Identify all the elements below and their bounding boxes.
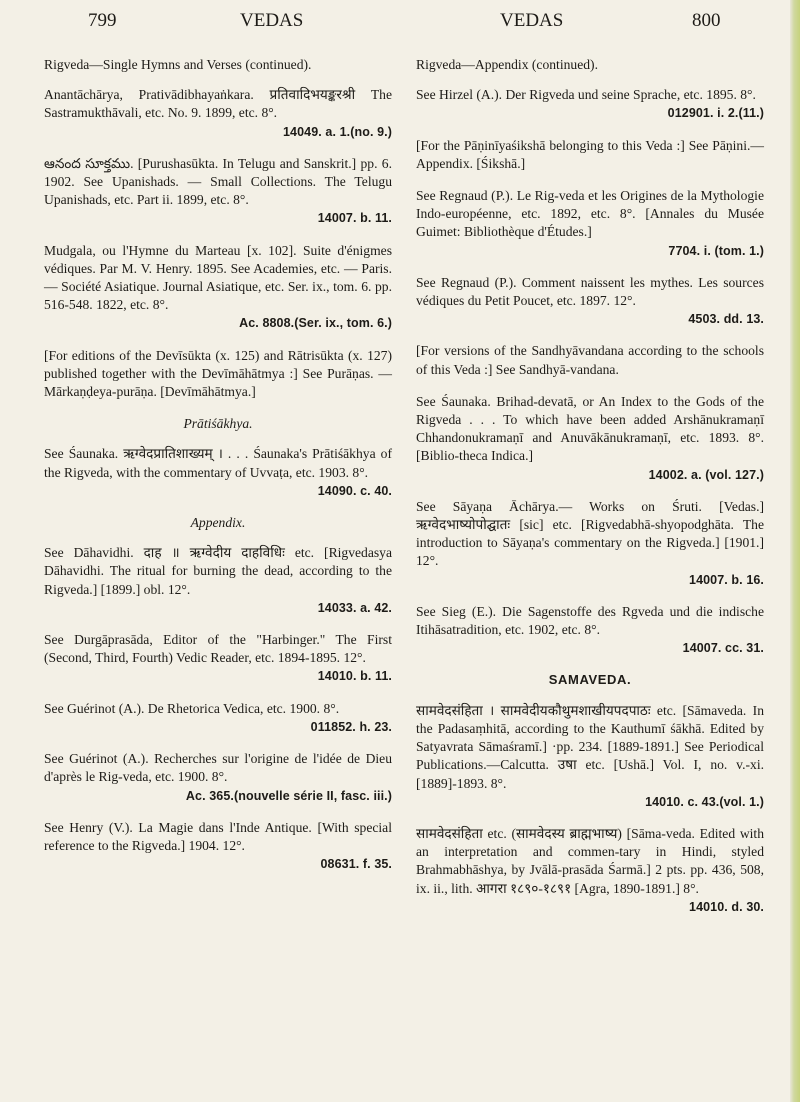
catalogue-entry — [416, 187, 764, 260]
entry-text: See Sieg (E.). Die Sagenstoffe des Rgveda und die indische Itihāsatradition, etc. 1902, etc. 8°. — [416, 603, 764, 638]
shelfmark: 14007. cc. 31. — [682, 641, 764, 656]
catalogue-entry — [416, 393, 764, 484]
shelfmark: 14090. c. 40. — [317, 483, 392, 498]
catalogue-entry — [44, 631, 392, 686]
entry-text: See Regnaud (P.). Le Rig-veda et les Origines de la Mythologie Indo-européenne, etc. 1892, etc. 8°. [Annales du Musée Guimet: Bibliothèque d'Études.] — [416, 188, 764, 240]
catalogue-entry — [44, 242, 392, 333]
cross-reference-note — [416, 137, 764, 173]
left-running-title: VEDAS — [240, 10, 304, 31]
catalogue-entry — [44, 544, 392, 617]
shelfmark: 14033. a. 42. — [317, 600, 392, 615]
cross-reference-note — [44, 347, 392, 402]
entry-text: See Regnaud (P.). Comment naissent les mythes. Les sources védiques du Petit Poucet, etc. 1897. 12°. — [416, 274, 764, 309]
shelfmark: 14010. c. 43.(vol. 1.) — [645, 794, 764, 809]
left-column — [44, 56, 392, 887]
entry-text: See Sāyaṇa Āchārya.— Works on Śruti. [Vedas.] ऋग्वेदभाष्योपोद्घातः [sic] etc. [Rigvedabhā-shyopodghāta. The introduction to Sāyaṇa's commentary on the Rigveda.] [1901.] 12°. — [416, 498, 764, 569]
right-running-title: VEDAS — [500, 10, 564, 31]
page-edge-strip — [790, 0, 800, 1102]
shelfmark: 14002. a. (vol. 127.) — [648, 467, 764, 482]
subsection-heading-appendix: Appendix. — [190, 515, 246, 531]
entry-text: Mudgala, ou l'Hymne du Marteau [x. 102]. Suite d'énigmes védiques. Par M. V. Henry. 1895. See Academies, etc. — Paris. — Société Asiatique. Journal Asiatique, etc. Ser. ix., tom. 6. pp. 516-548. 1822, etc. 8°. — [44, 242, 392, 313]
catalogue-entry — [44, 819, 392, 874]
right-page-number: 800 — [692, 10, 721, 31]
catalogue-entry — [44, 700, 392, 736]
entry-text: सामवेदसंहिता । सामवेदीयकौथुमशाखीयपदपाठः etc. [Sāmaveda. In the Padasaṃhitā, according to the Kauthumī śākhā. Edited by Satyavrata Sāmaśramī.] ·pp. 234. [1889-1891.] See Periodical Publications.—Calcutta. उषा etc. [Ushā.] Vol. I, no. v.-xi. [1889]-1893. 8°. — [416, 702, 764, 791]
catalogue-entry — [44, 155, 392, 228]
catalogue-entry — [44, 445, 392, 500]
entry-text: सामवेदसंहिता etc. (सामवेदस्य ब्राह्मभाष्य) [Sāma-veda. Edited with an interpretation and commen-tary in Hindi, styled Brahmabhāshya, by Jvālā-prasāda Śarmā.] 2 pts. pp. 436, 508, ix. ii., lith. आगरा १८९०-१८९१ [Agra, 1890-1891.] 8°. — [416, 825, 764, 896]
entry-text: See Śaunaka. ऋग्वेदप्रातिशाख्यम् । . . . Śaunaka's Prātiśākhya of the Rigveda, with the commentary of Uvvaṭa, etc. 1903. 8°. — [44, 446, 392, 480]
entry-text: See Guérinot (A.). De Rhetorica Vedica, etc. 1900. 8°. — [44, 700, 340, 716]
entry-text: [For the Pāṇinīyaśikshā belonging to this Veda :] See Pāṇini.—Appendix. [Śikshā.] — [416, 137, 764, 171]
entry-text: ఆనంద సూక్తము. [Purushasūkta. In Telugu and Sanskrit.] pp. 6. 1902. See Upanishads. — Small Collections. The Telugu Upanishads, etc. Part ii. 1899, etc. 8°. — [44, 155, 392, 208]
shelfmark: Ac. 365.(nouvelle série II, fasc. iii.) — [185, 788, 392, 803]
shelfmark: 4503. dd. 13. — [688, 312, 764, 327]
shelfmark: 14010. b. 11. — [317, 669, 392, 684]
shelfmark: 14007. b. 16. — [689, 572, 764, 587]
right-column — [416, 56, 764, 930]
cross-reference-note — [416, 342, 764, 378]
shelfmark: 012901. i. 2.(11.) — [667, 106, 764, 121]
left-column-heading: Rigveda—Single Hymns and Verses (continued). — [44, 57, 312, 72]
entry-text: [For versions of the Sandhyāvandana according to the schools of this Veda :] See Sandhyā-vandana. — [416, 343, 764, 377]
catalogue-entry — [416, 825, 764, 916]
entry-text: See Dāhavidhi. दाह ॥ ऋग्वेदीय दाहविधिः etc. [Rigvedasya Dāhavidhi. The ritual for burning the dead, according to the Rigveda.] [1899.] obl. 12°. — [44, 545, 392, 597]
subsection-heading-pratisakhya: Prātiśākhya. — [183, 416, 253, 432]
catalogue-entry — [416, 274, 764, 329]
shelfmark: 14010. d. 30. — [689, 899, 764, 914]
shelfmark: 14049. a. 1.(no. 9.) — [283, 124, 392, 139]
entry-text: Anantāchārya, Prativādibhayaṅkara. प्रतिवादिभयङ्करश्री The Sastramukthāvali, etc. No. 9. 1899, etc. 8°. — [44, 87, 392, 121]
shelfmark: 7704. i. (tom. 1.) — [668, 243, 764, 258]
entry-text: See Durgāprasāda, Editor of the "Harbinger." The First (Second, Third, Fourth) Vedic Reader, etc. 1894-1895. 12°. — [44, 632, 392, 666]
shelfmark: 08631. f. 35. — [320, 857, 392, 872]
catalogue-entry — [416, 86, 764, 122]
catalogue-entry — [44, 86, 392, 141]
catalogue-entry — [416, 603, 764, 658]
entry-text: See Hirzel (A.). Der Rigveda und seine Sprache, etc. 1895. 8°. — [416, 87, 756, 103]
entry-text: See Guérinot (A.). Recherches sur l'origine de l'idée de Dieu d'après le Rig-veda, etc. 1900. 8°. — [44, 751, 392, 785]
running-header — [0, 10, 800, 40]
entry-text: [For editions of the Devīsūkta (x. 125) and Rātrisūkta (x. 127) published together with the Devīmāhātmya :] See Purāṇas. — Mārkaṇḍeya-purāṇa. [Devīmāhātmya.] — [44, 347, 392, 400]
catalogue-entry — [44, 750, 392, 805]
shelfmark: 14007. b. 11. — [317, 211, 392, 226]
section-heading-samaveda: SAMAVEDA. — [548, 672, 632, 688]
shelfmark: 011852. h. 23. — [310, 719, 392, 734]
catalogue-entry — [416, 702, 764, 811]
catalogue-entry — [416, 498, 764, 589]
left-page-number: 799 — [88, 10, 117, 31]
right-column-heading: Rigveda—Appendix (continued). — [416, 57, 598, 72]
entry-text: See Henry (V.). La Magie dans l'Inde Antique. [With special reference to the Rigveda.] 1904. 12°. — [44, 819, 392, 853]
shelfmark: Ac. 8808.(Ser. ix., tom. 6.) — [239, 316, 392, 331]
entry-text: See Śaunaka. Brihad-devatā, or An Index to the Gods of the Rigveda . . . To which have been added Arshānukramaṇī Chhandonukramaṇī and Anuvākānukramaṇī, etc. 1893. 8°. [Biblio-theca Indica.] — [416, 393, 764, 464]
